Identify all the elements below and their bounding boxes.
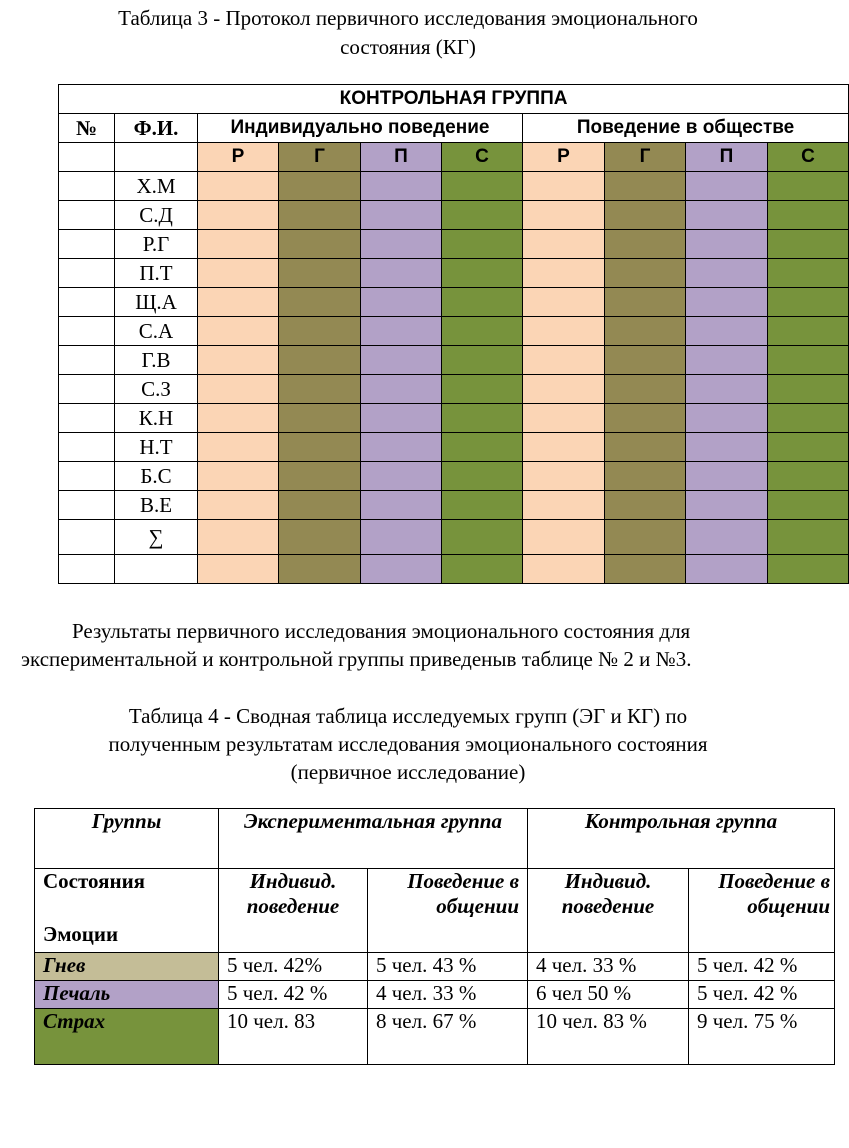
score-cell <box>686 404 768 433</box>
score-cell <box>198 375 279 404</box>
score-cell <box>605 375 686 404</box>
score-cell <box>361 172 442 201</box>
score-cell <box>523 201 605 230</box>
participant-row <box>59 259 849 288</box>
col-society-header: Поведение в обществе <box>523 114 849 143</box>
table3-caption-line1: Таблица 3 - Протокол первичного исследования эмоционального <box>118 6 698 30</box>
participant-row <box>59 491 849 520</box>
score-cell <box>279 288 361 317</box>
score-cell <box>361 404 442 433</box>
participant-name: Щ.А <box>115 288 198 317</box>
score-cell <box>523 317 605 346</box>
blank-cell <box>59 555 115 584</box>
emotion-sadness: Печаль <box>35 981 219 1009</box>
score-cell <box>686 230 768 259</box>
score-cell <box>442 433 523 462</box>
score-cell <box>442 404 523 433</box>
blank-cell <box>115 555 198 584</box>
score-cell <box>605 462 686 491</box>
sub-label: Р <box>198 143 279 172</box>
score-cell <box>198 404 279 433</box>
score-cell <box>768 346 849 375</box>
table4-caption-line3: (первичное исследование) <box>290 760 526 784</box>
sum-symbol: ∑ <box>115 520 198 555</box>
results-paragraph-line1: Результаты первичного исследования эмоционального состояния для <box>72 619 691 643</box>
value-cell: 4 чел. 33 % <box>368 981 528 1009</box>
summary-table <box>34 808 835 1065</box>
score-cell <box>442 375 523 404</box>
score-cell <box>605 230 686 259</box>
col-number-header: № <box>59 114 115 143</box>
score-cell <box>523 462 605 491</box>
score-cell <box>768 462 849 491</box>
participant-name: Н.Т <box>115 433 198 462</box>
score-cell <box>768 317 849 346</box>
score-cell <box>686 462 768 491</box>
participant-name: С.А <box>115 317 198 346</box>
sub-label: П <box>686 143 768 172</box>
value-cell: 5 чел. 42% <box>219 953 368 981</box>
participant-name: Р.Г <box>115 230 198 259</box>
col-name-header: Ф.И. <box>115 114 198 143</box>
blank-cell <box>115 143 198 172</box>
score-cell <box>279 201 361 230</box>
row-number-cell <box>59 433 115 462</box>
participant-row <box>59 230 849 259</box>
group-title: КОНТРОЛЬНАЯ ГРУППА <box>59 85 849 114</box>
results-paragraph-line2: экспериментальной и контрольной группы приведеныв таблице № 2 и №3. <box>21 647 692 671</box>
participant-row <box>59 433 849 462</box>
score-cell <box>523 230 605 259</box>
sub-label: Р <box>523 143 605 172</box>
participant-row <box>59 346 849 375</box>
exp-indiv-header: Индивид. поведение <box>219 869 368 953</box>
score-cell <box>768 288 849 317</box>
value-cell: 8 чел. 67 % <box>368 1009 528 1065</box>
experimental-group-header: Экспериментальная группа <box>219 809 528 869</box>
score-cell <box>198 433 279 462</box>
score-cell <box>605 317 686 346</box>
score-cell <box>198 288 279 317</box>
ctrl-comm-header: Поведение в общении <box>689 869 835 953</box>
participant-name: К.Н <box>115 404 198 433</box>
score-cell <box>686 317 768 346</box>
value-cell: 5 чел. 42 % <box>689 953 835 981</box>
score-cell <box>768 375 849 404</box>
score-cell <box>361 230 442 259</box>
score-cell <box>523 491 605 520</box>
participant-name: П.Т <box>115 259 198 288</box>
participant-name: В.Е <box>115 491 198 520</box>
row-number-cell <box>59 259 115 288</box>
score-cell <box>605 346 686 375</box>
score-cell <box>768 201 849 230</box>
sub-label: Г <box>605 143 686 172</box>
participant-row <box>59 201 849 230</box>
row-number-cell <box>59 201 115 230</box>
score-cell <box>768 172 849 201</box>
score-cell <box>523 375 605 404</box>
score-cell <box>442 491 523 520</box>
score-cell <box>523 433 605 462</box>
score-cell <box>361 201 442 230</box>
score-cell <box>279 172 361 201</box>
score-cell <box>361 346 442 375</box>
score-cell <box>686 201 768 230</box>
row-number-cell <box>59 491 115 520</box>
score-cell <box>605 288 686 317</box>
score-cell <box>361 491 442 520</box>
score-cell <box>768 404 849 433</box>
score-cell <box>605 172 686 201</box>
control-group-header: Контрольная группа <box>528 809 835 869</box>
score-cell <box>279 375 361 404</box>
value-cell: 9 чел. 75 % <box>689 1009 835 1065</box>
score-cell <box>686 491 768 520</box>
value-cell: 10 чел. 83 <box>219 1009 368 1065</box>
blank-cell <box>59 520 115 555</box>
states-emotions-header <box>35 869 219 953</box>
score-cell <box>686 433 768 462</box>
score-cell <box>686 172 768 201</box>
score-cell <box>442 462 523 491</box>
participant-name: Б.С <box>115 462 198 491</box>
score-cell <box>686 375 768 404</box>
score-cell <box>279 404 361 433</box>
sub-label: П <box>361 143 442 172</box>
states-label: Состояния <box>43 869 146 893</box>
participant-row <box>59 172 849 201</box>
groups-header: Группы <box>35 809 219 869</box>
row-number-cell <box>59 317 115 346</box>
score-cell <box>768 230 849 259</box>
participant-row <box>59 404 849 433</box>
score-cell <box>198 346 279 375</box>
participant-name: Г.В <box>115 346 198 375</box>
score-cell <box>279 346 361 375</box>
score-cell <box>198 201 279 230</box>
participant-name: Х.М <box>115 172 198 201</box>
value-cell: 6 чел 50 % <box>528 981 689 1009</box>
score-cell <box>768 433 849 462</box>
emotions-label: Эмоции <box>43 922 119 946</box>
score-cell <box>361 433 442 462</box>
ctrl-indiv-header: Индивид. поведение <box>528 869 689 953</box>
value-cell: 5 чел. 42 % <box>689 981 835 1009</box>
value-cell: 5 чел. 42 % <box>219 981 368 1009</box>
col-individual-header: Индивидуально поведение <box>198 114 523 143</box>
score-cell <box>279 433 361 462</box>
emotion-anger: Гнев <box>35 953 219 981</box>
score-cell <box>279 462 361 491</box>
score-cell <box>442 259 523 288</box>
score-cell <box>523 404 605 433</box>
participant-name: С.З <box>115 375 198 404</box>
row-number-cell <box>59 288 115 317</box>
score-cell <box>605 259 686 288</box>
score-cell <box>442 201 523 230</box>
score-cell <box>198 230 279 259</box>
score-cell <box>442 230 523 259</box>
value-cell: 5 чел. 43 % <box>368 953 528 981</box>
score-cell <box>361 375 442 404</box>
score-cell <box>361 259 442 288</box>
participant-row <box>59 317 849 346</box>
score-cell <box>198 462 279 491</box>
score-cell <box>686 259 768 288</box>
score-cell <box>361 462 442 491</box>
score-cell <box>361 288 442 317</box>
score-cell <box>279 491 361 520</box>
participant-row <box>59 375 849 404</box>
emotion-fear: Страх <box>35 1009 219 1065</box>
score-cell <box>361 317 442 346</box>
row-number-cell <box>59 375 115 404</box>
sub-label: Г <box>279 143 361 172</box>
exp-comm-header: Поведение в общении <box>368 869 528 953</box>
score-cell <box>279 230 361 259</box>
score-cell <box>442 317 523 346</box>
score-cell <box>523 259 605 288</box>
score-cell <box>605 433 686 462</box>
score-cell <box>442 172 523 201</box>
score-cell <box>198 172 279 201</box>
table4-caption-line2: полученным результатам исследования эмоционального состояния <box>108 732 708 756</box>
sub-label: С <box>768 143 849 172</box>
score-cell <box>686 346 768 375</box>
score-cell <box>198 259 279 288</box>
blank-cell <box>59 143 115 172</box>
participant-row <box>59 462 849 491</box>
score-cell <box>605 491 686 520</box>
participant-row <box>59 288 849 317</box>
score-cell <box>523 346 605 375</box>
table4-caption-line1: Таблица 4 - Сводная таблица исследуемых групп (ЭГ и КГ) по <box>128 704 688 728</box>
score-cell <box>198 491 279 520</box>
score-cell <box>442 288 523 317</box>
participant-name: С.Д <box>115 201 198 230</box>
score-cell <box>768 491 849 520</box>
row-number-cell <box>59 172 115 201</box>
score-cell <box>279 317 361 346</box>
score-cell <box>523 172 605 201</box>
score-cell <box>279 259 361 288</box>
value-cell: 10 чел. 83 % <box>528 1009 689 1065</box>
row-number-cell <box>59 346 115 375</box>
row-number-cell <box>59 462 115 491</box>
score-cell <box>605 404 686 433</box>
score-cell <box>768 259 849 288</box>
row-number-cell <box>59 404 115 433</box>
sub-label: С <box>442 143 523 172</box>
score-cell <box>198 317 279 346</box>
score-cell <box>686 288 768 317</box>
score-cell <box>442 346 523 375</box>
value-cell: 4 чел. 33 % <box>528 953 689 981</box>
score-cell <box>523 288 605 317</box>
table3-caption-line2: состояния (КГ) <box>340 35 476 59</box>
control-group-table <box>58 84 849 584</box>
score-cell <box>605 201 686 230</box>
row-number-cell <box>59 230 115 259</box>
